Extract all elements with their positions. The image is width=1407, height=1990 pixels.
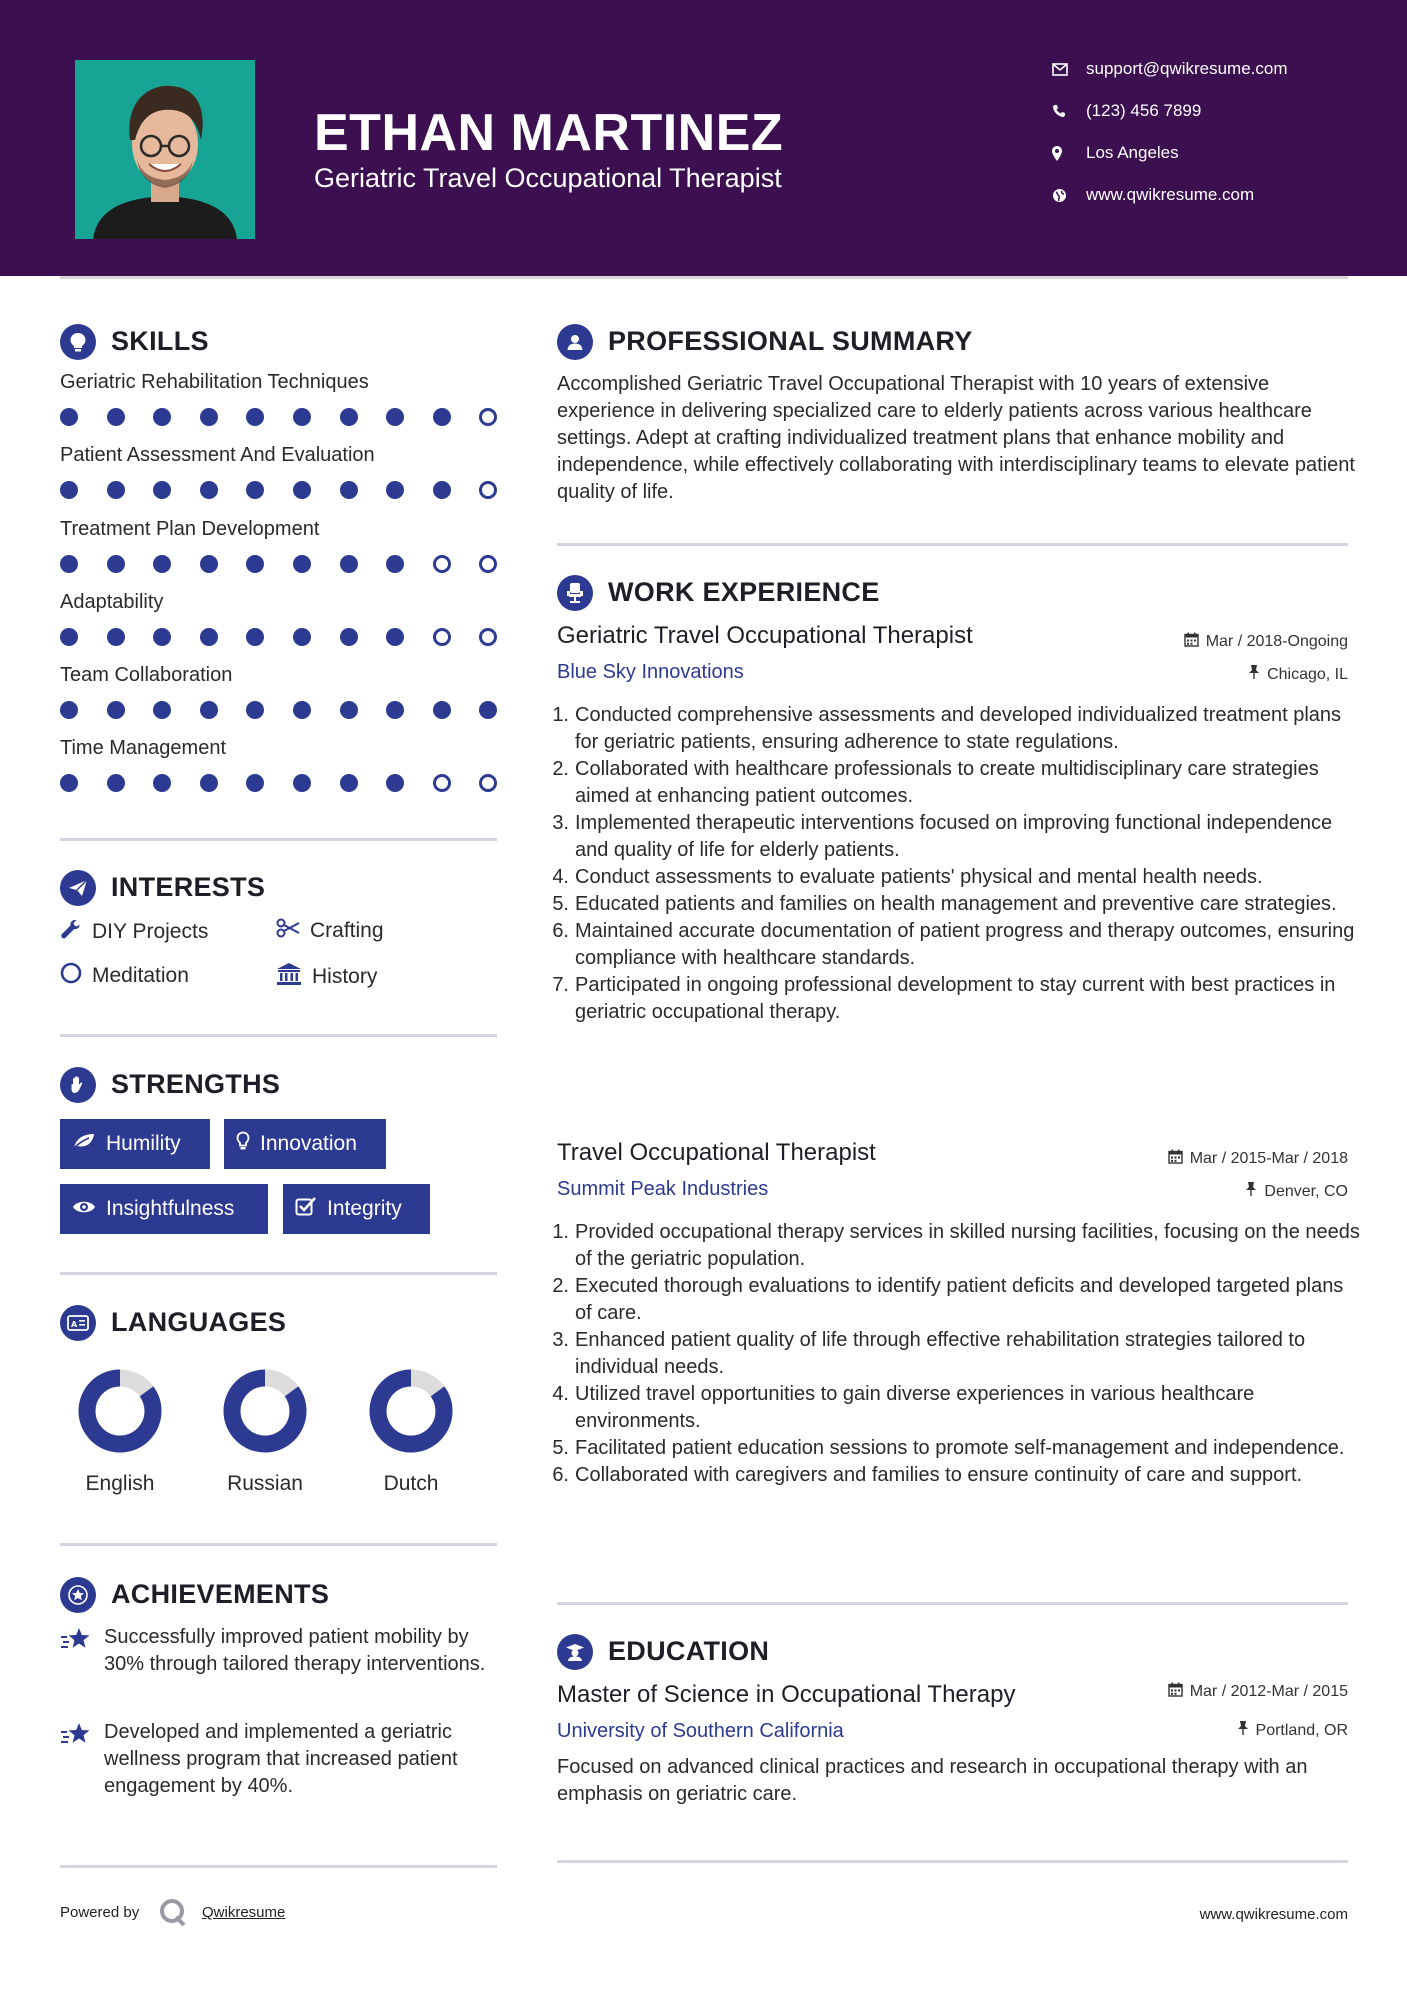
bank-icon bbox=[276, 962, 302, 992]
job-location-text: Denver, CO bbox=[1264, 1182, 1348, 1200]
bullet-item: 5. Educated patients and families on health management and preventive care strategies. bbox=[552, 893, 1337, 915]
rating-dot-filled bbox=[386, 555, 404, 573]
summary-heading: PROFESSIONAL SUMMARY bbox=[608, 326, 973, 356]
language-donut bbox=[366, 1366, 456, 1456]
skills-heading: SKILLS bbox=[111, 326, 209, 356]
rating-dot-filled bbox=[386, 774, 404, 792]
star-icon bbox=[60, 1627, 92, 1656]
job-dates bbox=[1168, 1149, 1348, 1169]
rating-dot-filled bbox=[107, 408, 125, 426]
strengths-heading: STRENGTHS bbox=[111, 1069, 281, 1099]
rating-dot-filled bbox=[153, 555, 171, 573]
rating-dot-filled bbox=[60, 628, 78, 646]
language-card-icon bbox=[60, 1305, 96, 1341]
user-icon bbox=[557, 324, 593, 360]
section-divider bbox=[557, 543, 1348, 546]
skill-label: Team Collaboration bbox=[60, 664, 233, 686]
contact-location-text: Los Angeles bbox=[1086, 143, 1179, 162]
company-name[interactable]: Summit Peak Industries bbox=[557, 1178, 769, 1200]
contact-email[interactable] bbox=[1052, 57, 1372, 81]
language-label: Russian bbox=[227, 1472, 303, 1495]
interest-item bbox=[276, 918, 384, 944]
rating-dot-filled bbox=[200, 408, 218, 426]
interest-item bbox=[276, 962, 377, 992]
section-divider bbox=[60, 1543, 497, 1546]
job-dates-text: Mar / 2015-Mar / 2018 bbox=[1189, 1150, 1348, 1167]
rating-dot-empty bbox=[479, 628, 497, 646]
calendar-icon bbox=[1184, 632, 1199, 652]
pushpin-icon bbox=[1245, 1181, 1257, 1202]
job-location bbox=[1245, 1181, 1348, 1202]
job-location-text: Chicago, IL bbox=[1267, 665, 1348, 683]
education-location bbox=[1237, 1720, 1348, 1741]
rating-dot-filled bbox=[107, 701, 125, 719]
rating-dot-filled bbox=[293, 481, 311, 499]
section-divider bbox=[557, 1602, 1348, 1605]
hand-icon bbox=[60, 1067, 96, 1103]
education-dates-text: Mar / 2012-Mar / 2015 bbox=[1189, 1683, 1348, 1700]
rating-dot-filled bbox=[479, 701, 497, 719]
contact-website[interactable] bbox=[1052, 183, 1372, 207]
lightbulb-icon bbox=[236, 1131, 250, 1157]
rating-dot-empty bbox=[479, 555, 497, 573]
rating-dot-filled bbox=[153, 628, 171, 646]
achievement-text: Developed and implemented a geriatric wellness program that increased patient engagement by 40%. bbox=[104, 1721, 458, 1797]
strength-label: Integrity bbox=[327, 1197, 402, 1220]
rating-dot-filled bbox=[200, 628, 218, 646]
rating-dot-filled bbox=[340, 555, 358, 573]
rating-dot-filled bbox=[340, 481, 358, 499]
rating-dot-filled bbox=[200, 701, 218, 719]
phone-icon bbox=[1052, 104, 1086, 118]
rating-dot-filled bbox=[293, 555, 311, 573]
rating-dot-filled bbox=[107, 774, 125, 792]
contact-email-text: support@qwikresume.com bbox=[1086, 59, 1288, 78]
bullet-item: 4. Utilized travel opportunities to gain diverse experiences in various healthcare environments. bbox=[552, 1383, 1255, 1432]
qwikresume-link[interactable]: Qwikresume bbox=[202, 1904, 286, 1921]
candidate-name: ETHAN MARTINEZ bbox=[314, 104, 784, 162]
section-divider bbox=[60, 1272, 497, 1275]
rating-dot-filled bbox=[293, 408, 311, 426]
strength-tag bbox=[60, 1184, 268, 1234]
strength-tag bbox=[283, 1184, 430, 1234]
leaf-icon bbox=[72, 1132, 96, 1156]
bullet-item: 2. Collaborated with healthcare professionals to create multidisciplinary care strategies aimed at enhancing patient outcomes. bbox=[552, 758, 1319, 807]
rating-dot-filled bbox=[60, 481, 78, 499]
bullet-item: 1. Provided occupational therapy services in skilled nursing facilities, focusing on the needs of the geriatric population. bbox=[552, 1221, 1360, 1270]
interest-label: DIY Projects bbox=[92, 920, 209, 943]
rating-dot-empty bbox=[479, 408, 497, 426]
rating-dot-empty bbox=[433, 774, 451, 792]
interest-label: Meditation bbox=[92, 964, 189, 987]
achievement-text: Successfully improved patient mobility by 30% through tailored therapy interventions. bbox=[104, 1626, 486, 1675]
rating-dot-filled bbox=[246, 701, 264, 719]
interest-item bbox=[60, 962, 189, 990]
job-dates bbox=[1184, 632, 1348, 652]
bullet-item: 5. Facilitated patient education sessions to promote self-management and independence. bbox=[552, 1437, 1345, 1459]
contact-phone-text: (123) 456 7899 bbox=[1086, 101, 1202, 120]
rating-dot-filled bbox=[107, 555, 125, 573]
rating-dot-filled bbox=[340, 701, 358, 719]
languages-heading: LANGUAGES bbox=[111, 1307, 287, 1337]
interest-label: Crafting bbox=[310, 919, 384, 942]
skill-rating bbox=[60, 406, 500, 428]
skill-label: Time Management bbox=[60, 737, 226, 759]
office-chair-icon bbox=[557, 575, 593, 611]
strength-tag bbox=[224, 1119, 386, 1169]
rating-dot-filled bbox=[60, 408, 78, 426]
skill-rating bbox=[60, 479, 500, 501]
powered-by-label: Powered by bbox=[60, 1904, 140, 1921]
bullet-item: 6. Collaborated with caregivers and families to ensure continuity of care and support. bbox=[552, 1464, 1303, 1486]
rating-dot-filled bbox=[60, 774, 78, 792]
interest-item bbox=[60, 918, 208, 946]
rating-dot-filled bbox=[386, 628, 404, 646]
skill-label: Treatment Plan Development bbox=[60, 518, 320, 540]
skill-rating bbox=[60, 772, 500, 794]
rating-dot-filled bbox=[293, 628, 311, 646]
language-donut bbox=[220, 1366, 310, 1456]
experience-heading: WORK EXPERIENCE bbox=[608, 577, 880, 607]
rating-dot-empty bbox=[479, 481, 497, 499]
rating-dot-filled bbox=[386, 701, 404, 719]
rating-dot-filled bbox=[60, 701, 78, 719]
bullet-item: 6. Maintained accurate documentation of patient progress and therapy outcomes, ensuring compliance with healthcare standards. bbox=[552, 920, 1355, 969]
bullet-item: 3. Enhanced patient quality of life through effective rehabilitation strategies tailored to individual needs. bbox=[552, 1329, 1306, 1378]
strength-label: Innovation bbox=[260, 1132, 357, 1155]
rating-dot-empty bbox=[479, 774, 497, 792]
rating-dot-filled bbox=[153, 701, 171, 719]
contact-phone[interactable] bbox=[1052, 99, 1372, 123]
scissors-icon bbox=[276, 918, 300, 944]
star-icon bbox=[60, 1722, 92, 1751]
calendar-icon bbox=[1168, 1682, 1183, 1702]
rating-dot-filled bbox=[107, 481, 125, 499]
bullet-item: 1. Conducted comprehensive assessments and developed individualized treatment plans for geriatric patients, ensuring adherence to state regulations. bbox=[552, 704, 1342, 753]
candidate-title: Geriatric Travel Occupational Therapist bbox=[314, 163, 782, 193]
svg-text:A: A bbox=[71, 1320, 78, 1329]
language-label: Dutch bbox=[383, 1472, 439, 1495]
rating-dot-filled bbox=[153, 408, 171, 426]
rating-dot-empty bbox=[433, 555, 451, 573]
skill-rating bbox=[60, 699, 500, 721]
rating-dot-filled bbox=[60, 555, 78, 573]
strength-label: Humility bbox=[106, 1132, 181, 1155]
job-location bbox=[1248, 664, 1348, 685]
rating-dot-empty bbox=[433, 628, 451, 646]
skill-label: Patient Assessment And Evaluation bbox=[60, 444, 375, 466]
rating-dot-filled bbox=[153, 774, 171, 792]
rating-dot-filled bbox=[433, 481, 451, 499]
language-donut bbox=[75, 1366, 165, 1456]
rating-dot-filled bbox=[293, 774, 311, 792]
job-title: Travel Occupational Therapist bbox=[557, 1139, 876, 1166]
rating-dot-filled bbox=[200, 774, 218, 792]
qwikresume-logo-icon bbox=[158, 1897, 188, 1932]
graduate-icon bbox=[557, 1634, 593, 1670]
rating-dot-filled bbox=[386, 408, 404, 426]
education-dates bbox=[1168, 1682, 1348, 1702]
summary-text: Accomplished Geriatric Travel Occupational Therapist with 10 years of extensive experience in delivering specialized care to elderly patients across various healthcare settings. Adept at crafting individualized treatment plans that enhance mobility and independence, while effectively collaborating with interdisciplinary teams to elevate patient quality of life. bbox=[557, 373, 1355, 503]
rating-dot-filled bbox=[200, 481, 218, 499]
circle-icon bbox=[60, 962, 82, 990]
rating-dot-filled bbox=[246, 408, 264, 426]
rating-dot-filled bbox=[246, 774, 264, 792]
footer-website-link[interactable]: www.qwikresume.com bbox=[1199, 1906, 1348, 1923]
rating-dot-filled bbox=[246, 628, 264, 646]
globe-icon bbox=[1052, 188, 1086, 203]
strength-tag bbox=[60, 1119, 210, 1169]
bullet-item: 3. Implemented therapeutic interventions focused on improving functional independence and quality of life for elderly patients. bbox=[552, 812, 1333, 861]
bullet-item: 4. Conduct assessments to evaluate patients' physical and mental health needs. bbox=[552, 866, 1263, 888]
rating-dot-filled bbox=[246, 481, 264, 499]
bullet-item: 2. Executed thorough evaluations to identify patient deficits and developed targeted plans of care. bbox=[552, 1275, 1344, 1324]
lightbulb-icon bbox=[60, 324, 96, 360]
section-divider bbox=[60, 1034, 497, 1037]
strength-label: Insightfulness bbox=[106, 1197, 235, 1220]
interests-heading: INTERESTS bbox=[111, 872, 266, 902]
calendar-icon bbox=[1168, 1149, 1183, 1169]
pushpin-icon bbox=[1248, 664, 1260, 685]
section-divider bbox=[60, 838, 497, 841]
job-title: Geriatric Travel Occupational Therapist bbox=[557, 622, 973, 649]
paper-plane-icon bbox=[60, 870, 96, 906]
achievements-heading: ACHIEVEMENTS bbox=[111, 1579, 330, 1609]
rating-dot-filled bbox=[246, 555, 264, 573]
skill-rating bbox=[60, 553, 500, 575]
section-divider bbox=[60, 1865, 497, 1868]
skill-label: Geriatric Rehabilitation Techniques bbox=[60, 371, 369, 393]
interest-label: History bbox=[312, 965, 378, 988]
pushpin-icon bbox=[1237, 1720, 1249, 1741]
rating-dot-filled bbox=[340, 408, 358, 426]
job-bullets bbox=[552, 702, 1362, 1026]
education-heading: EDUCATION bbox=[608, 1636, 770, 1666]
rating-dot-filled bbox=[200, 555, 218, 573]
rating-dot-filled bbox=[340, 628, 358, 646]
contact-location bbox=[1052, 141, 1372, 165]
degree-title: Master of Science in Occupational Therapy bbox=[557, 1681, 1016, 1708]
bullet-item: 7. Participated in ongoing professional development to stay current with best practices in geriatric occupational therapy. bbox=[552, 974, 1336, 1023]
school-name[interactable]: University of Southern California bbox=[557, 1720, 844, 1742]
section-divider bbox=[557, 1860, 1348, 1863]
company-name[interactable]: Blue Sky Innovations bbox=[557, 661, 744, 683]
eye-icon bbox=[72, 1197, 96, 1221]
rating-dot-filled bbox=[153, 481, 171, 499]
wrench-icon bbox=[60, 918, 82, 946]
job-bullets bbox=[552, 1219, 1362, 1489]
contact-website-text: www.qwikresume.com bbox=[1086, 185, 1255, 204]
rating-dot-filled bbox=[433, 408, 451, 426]
skill-label: Adaptability bbox=[60, 591, 164, 613]
check-square-icon bbox=[295, 1196, 317, 1222]
header-divider bbox=[60, 276, 1348, 279]
profile-photo bbox=[75, 60, 255, 239]
star-badge-icon bbox=[60, 1577, 96, 1613]
rating-dot-filled bbox=[433, 701, 451, 719]
education-description: Focused on advanced clinical practices and research in occupational therapy with an emphasis on geriatric care. bbox=[557, 1756, 1308, 1805]
skill-rating bbox=[60, 626, 500, 648]
map-marker-icon bbox=[1052, 146, 1086, 161]
rating-dot-filled bbox=[386, 481, 404, 499]
language-label: English bbox=[85, 1472, 155, 1495]
envelope-icon bbox=[1052, 63, 1086, 76]
job-dates-text: Mar / 2018-Ongoing bbox=[1205, 633, 1348, 650]
rating-dot-filled bbox=[293, 701, 311, 719]
education-location-text: Portland, OR bbox=[1255, 1721, 1348, 1739]
rating-dot-filled bbox=[340, 774, 358, 792]
rating-dot-filled bbox=[107, 628, 125, 646]
